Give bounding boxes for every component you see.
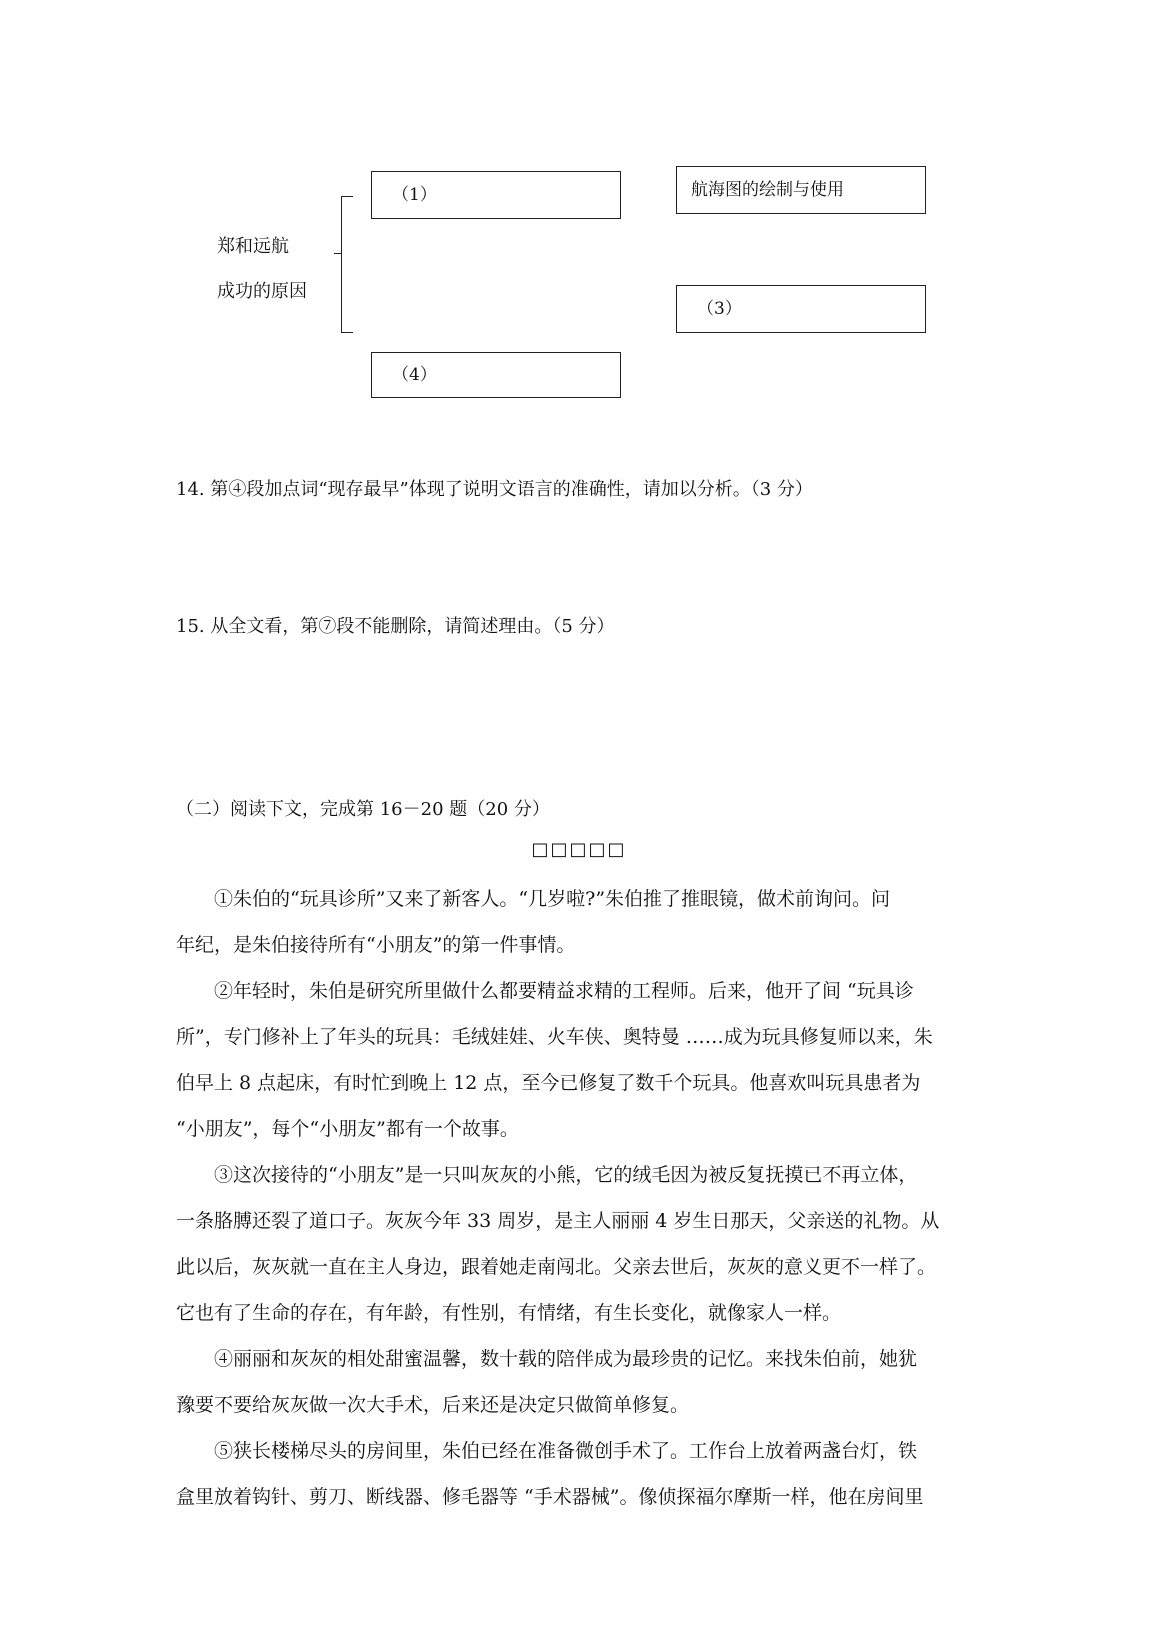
question-15: 15. 从全文看，第⑦段不能删除，请简述理由。（5 分）: [176, 616, 615, 637]
paragraph-4-line: 豫要不要给灰灰做一次大手术，后来还是决定只做简单修复。: [176, 1394, 690, 1416]
paragraph-3-line: 一条胳膊还裂了道口子。灰灰今年 33 周岁，是主人丽丽 4 岁生日那天，父亲送的礼物。从: [176, 1210, 940, 1232]
diagram-box-3: （3）: [676, 285, 926, 333]
paragraph-3-line: 此以后，灰灰就一直在主人身边，跟着她走南闯北。父亲去世后，灰灰的意义更不一样了。: [176, 1256, 937, 1278]
paragraph-1-line: 年纪，是朱伯接待所有“小朋友”的第一件事情。: [176, 934, 576, 956]
passage-title: □□□□□: [531, 839, 627, 860]
brace: [341, 196, 353, 333]
paragraph-2-line: 伯早上 8 点起床，有时忙到晚上 12 点，至今已修复了数千个玩具。他喜欢叫玩具患者为: [176, 1072, 921, 1094]
paragraph-3-line: 它也有了生命的存在，有年龄，有性别，有情绪，有生长变化，就像家人一样。: [176, 1302, 842, 1324]
brace-tick: [334, 253, 342, 254]
diagram-box-4: （4）: [371, 352, 621, 398]
paragraph-2-line: ②年轻时，朱伯是研究所里做什么都要精益求精的工程师。后来，他开了间 “玩具诊: [214, 980, 914, 1002]
diagram-box-1: （1）: [371, 171, 621, 219]
diagram-center-label-2: 成功的原因: [217, 281, 307, 302]
question-14: 14. 第④段加点词“现存最早”体现了说明文语言的准确性，请加以分析。（3 分）: [176, 479, 813, 500]
paragraph-4-line: ④丽丽和灰灰的相处甜蜜温馨，数十载的陪伴成为最珍贵的记忆。来找朱伯前，她犹: [214, 1348, 918, 1370]
paragraph-5-line: ⑤狭长楼梯尽头的房间里，朱伯已经在准备微创手术了。工作台上放着两盏台灯，铁: [214, 1440, 918, 1462]
paragraph-2-line: “小朋友”，每个“小朋友”都有一个故事。: [176, 1118, 519, 1140]
paragraph-1-line: ①朱伯的“玩具诊所”又来了新客人。“几岁啦?”朱伯推了推眼镜，做术前询问。问: [214, 888, 891, 910]
paragraph-3-line: ③这次接待的“小朋友”是一只叫灰灰的小熊，它的绒毛因为被反复抚摸已不再立体，: [214, 1164, 918, 1186]
diagram-box-2: 航海图的绘制与使用: [676, 166, 926, 214]
paragraph-2-line: 所”，专门修补上了年头的玩具：毛绒娃娃、火车侠、奥特曼 ……成为玩具修复师以来，朱: [176, 1026, 933, 1048]
passage-body: [176, 876, 986, 1520]
diagram-center-label-1: 郑和远航: [217, 236, 289, 257]
paragraph-5-line: 盒里放着钩针、剪刀、断线器、修毛器等 “手术器械”。像侦探福尔摩斯一样，他在房间里: [176, 1486, 924, 1508]
section-heading: （二）阅读下文，完成第 16－20 题（20 分）: [176, 799, 550, 820]
